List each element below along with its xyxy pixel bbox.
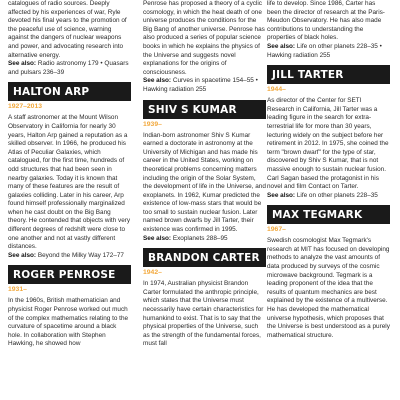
entry-years: 1944– (267, 86, 286, 94)
entry-name: BRANDON CARTER (148, 252, 260, 265)
see-also-label: See also: (8, 251, 37, 259)
entry-brandon-carter (143, 280, 266, 349)
entry-header-brandon-carter (143, 248, 266, 267)
entry-body: In 1974, Australian physicist Brandon Carter formulated the anthropic principle, which states that the Universe must necessarily have certain characteristics for humankind to exist. That is to say that the physical properties of the Universe, such as the strength of the fundamental forces, must fall (143, 280, 264, 348)
entry-body: catalogues of radio sources. Deeply affected by his experiences of war, Ryle devoted his final years to the promotion of the peaceful use of science, warning against the dangers of nuclear weapons and power, and advocating research into alternative energy. (8, 0, 127, 59)
entry-body: Indian-born astronomer Shiv S Kumar earned a doctorate in astronomy at the University of Michigan and has made his career in the United States, working on theoretical problems concerning matters including the origin of the Solar System, the development of life in the Universe, and exoplanets. In 1962, Kumar predicted the existence of low-mass stars that would be too small to sustain nuclear fusion. Later named brown dwarfs by Jill Tarter, their existence was confirmed in 1995. (143, 131, 266, 234)
entry-name: ROGER PENROSE (13, 269, 116, 282)
see-also-label: See also: (267, 42, 296, 50)
see-also (143, 77, 266, 94)
column-middle (143, 0, 266, 400)
entry-roger-penrose (8, 297, 131, 349)
entry-name: JILL TARTER (272, 69, 344, 82)
entry-max-tegmark (267, 237, 390, 340)
entry-years: 1967– (267, 226, 286, 234)
entry-body: Penrose has proposed a theory of a cyclic cosmology, in which the heat death of one universe produces the conditions for the Big Bang of another universe. Penrose has also produced a series of popular science books in which he explains the physics of the Universe and suggests novel explanations for the origins of consciousness. (143, 0, 265, 76)
entry-header-shiv-kumar (143, 100, 266, 119)
see-also-label: See also: (8, 60, 37, 68)
see-also-refs: Beyond the Milky Way 172–77 (37, 251, 124, 259)
see-also (8, 60, 131, 77)
entry-halton-arp (8, 114, 131, 260)
entry-header-max-tegmark (267, 205, 390, 224)
see-also-refs: Curves in spacetime 154–55 • Hawking radiation 255 (143, 77, 258, 93)
entry-body: life to develop. Since 1986, Carter has been the director of research at the Paris-Meudon Observatory. He has also made contributions to understanding the properties of black holes. (267, 0, 385, 42)
see-also-label: See also: (267, 191, 296, 199)
column-right (267, 0, 390, 400)
entry-header-halton-arp (8, 82, 131, 101)
entry-header-roger-penrose (8, 265, 131, 284)
column-left (8, 0, 131, 400)
entry-body: A staff astronomer at the Mount Wilson Observatory in California for nearly 30 years, Halton Arp gained a reputation as a skilled observer. In 1966, he produced his Atlas of Peculiar Galaxies, which catalogued, for the first time, hundreds of odd structures that had been seen in nearby galaxies. Today it is known that many of these features are the result of galaxies colliding. Later in his career, Arp found himself professionally marginalized when he cast doubt on the Big Bang theory. He contended that objects with very different degrees of redshift were close to one another and not at vastly different distances. (8, 114, 131, 251)
entry-continued-ryle (8, 0, 131, 77)
see-also-refs: Life on other planets 228–35 • Hawking radiation 255 (267, 42, 382, 59)
see-also (143, 235, 266, 244)
see-also (8, 252, 131, 261)
entry-years: 1939– (143, 120, 162, 128)
entry-name: SHIV S KUMAR (148, 103, 237, 116)
entry-shiv-kumar (143, 132, 266, 244)
see-also (267, 43, 390, 60)
entry-body: Swedish cosmologist Max Tegmark's research at MIT has focused on developing methods to analyze the vast amounts of data produced by surveys of the cosmic microwave background. Tegmark is a leading proponent of the idea that the results of quantum mechanics are best explained by the existence of a multiverse. He has developed the mathematical universe hypothesis, which proposes that the Universe is best understood as a purely mathematical structure. (267, 237, 390, 339)
entry-name: MAX TEGMARK (272, 209, 363, 222)
entry-years: 1927–2013 (8, 103, 43, 111)
see-also-label: See also: (143, 77, 172, 85)
see-also-refs: Exoplanets 288–95 (172, 234, 228, 242)
entry-continued-carter (267, 0, 390, 60)
entry-body: In the 1960s, British mathematician and physicist Roger Penrose worked out much of the complex mathematics relating to the curvature of spacetime around a black hole. In collaboration with Stephen Hawking, he showed how (8, 297, 129, 348)
see-also-refs: Life on other planets 228–35 (296, 191, 378, 199)
entry-continued-penrose (143, 0, 266, 95)
entry-jill-tarter (267, 97, 390, 200)
entry-body: As director of the Center for SETI Research in California, Jill Tarter was a leading figure in the search for extra-terrestrial life for more than 30 years, lecturing widely on the subject before her retirement in 2012. In 1975, she coined the term "brown dwarf" for the type of star, discovered by Shiv S Kumar, that is not massive enough to sustain nuclear fusion. Carl Sagan based the protagonist in his novel and film Contact on Tarter. (267, 97, 389, 191)
entry-years: 1942– (143, 269, 162, 277)
entry-name: HALTON ARP (13, 86, 90, 99)
see-also-label: See also: (143, 234, 172, 242)
entry-years: 1931– (8, 286, 27, 294)
see-also-refs: Radio astronomy 179 • Quasars and pulsars 236–39 (8, 60, 129, 76)
entry-header-jill-tarter (267, 65, 390, 84)
see-also (267, 192, 390, 201)
